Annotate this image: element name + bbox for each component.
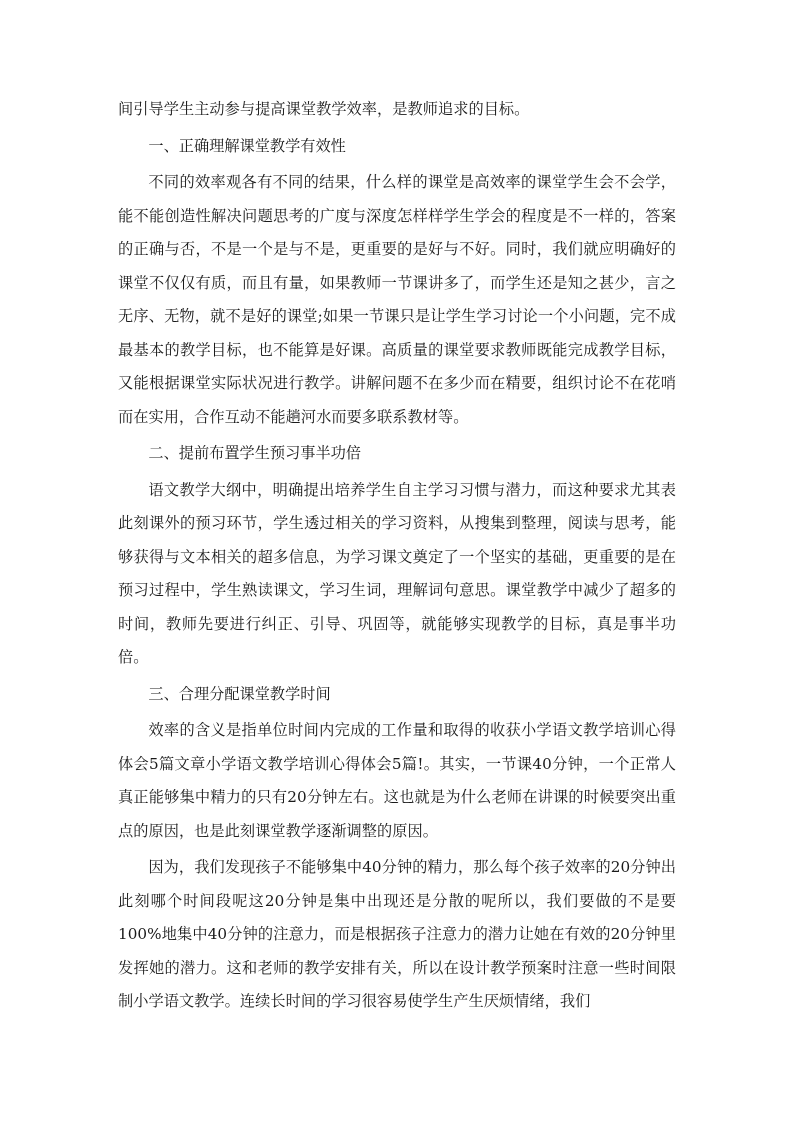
paragraph-section-1: 不同的效率观各有不同的结果，什么样的课堂是高效率的课堂学生会不会学，能不能创造性解决问题思考的广度与深度怎样样学生学会的程度是不一样的，答案的正确与否，不是一个是与不是，更重要的是好与不好。同时，我们就应明确好的课堂不仅仅有质，而且有量，如果教师一节课讲多了，而学生还是知之甚少，言之无序、无物，就不是好的课堂;如果一节课只是让学生学习讨论一个小问题，完不成最基本的教学目标，也不能算是好课。高质量的课堂要求教师既能完成教学目标，又能根据课堂实际状况进行教学。讲解问题不在多少而在精要，组织讨论不在花哨而在实用，合作互动不能趟河水而要多联系教材等。 — [118, 173, 676, 426]
section-heading-3: 三、合理分配课堂教学时间 — [148, 684, 331, 703]
document-page — [118, 93, 676, 1019]
paragraph-section-2: 语文教学大纲中，明确提出培养学生自主学习习惯与潜力，而这种要求尤其表此刻课外的预习环节，学生透过相关的学习资料，从搜集到整理，阅读与思考，能够获得与文本相关的超多信息，为学习课文奠定了一个坚实的基础，更重要的是在预习过程中，学生熟读课文，学习生词，理解词句意思。课堂教学中减少了超多的时间，教师先要进行纠正、引导、巩固等，就能够实现教学的目标，真是事半功倍。 — [118, 480, 676, 666]
paragraph-intro: 间引导学生主动参与提高课堂教学效率，是教师追求的目标。 — [118, 100, 530, 118]
section-heading-2: 二、提前布置学生预习事半功倍 — [148, 444, 362, 462]
paragraph-section-3b: 因为，我们发现孩子不能够集中40分钟的精力，那么每个孩子效率的20分钟出此刻哪个时间段呢这20分钟是集中出现还是分散的呢所以，我们要做的不是要100%地集中40分钟的注意力，而是根据孩子注意力的潜力让她在有效的20分钟里发挥她的潜力。这和老师的教学安排有关，所以在设计教学预案时注意一些时间限制小学语文教学。连续长时间的学习很容易使学生产生厌烦情绪，我们 — [118, 858, 676, 1010]
paragraph-section-3a: 效率的含义是指单位时间内完成的工作量和取得的收获小学语文教学培训心得体会5篇文章小学语文教学培训心得体会5篇!。其实，一节课40分钟，一个正常人真正能够集中精力的只有20分钟左右。这也就是为什么老师在讲课的时候要突出重点的原因，也是此刻课堂教学逐渐调整的原因。 — [118, 721, 676, 840]
section-heading-1: 一、正确理解课堂教学有效性 — [148, 136, 346, 155]
